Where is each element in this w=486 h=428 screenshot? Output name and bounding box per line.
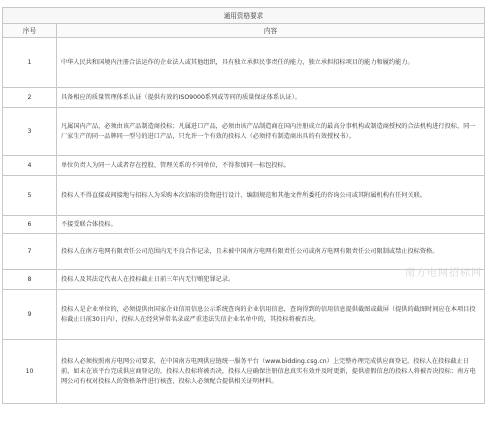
row-text: 具备相应的质量管理体系认证（提供有效的ISO9000系列或等同的质量保证体系认证）。 bbox=[57, 88, 485, 108]
row-text: 凡属国内产品，必须由该产品制造商投标；凡属进口产品，必须由该产品制造商在国内注册成立的最高分事机构或制造商授权的合法机构进行投标，同一厂家生产的同一品牌同一型号的进口产品，只允许一个有效的投标人（必须持有制造商出具的有效授权书）。 bbox=[57, 108, 485, 156]
watermark-text: 南方电网招标网 bbox=[405, 268, 482, 279]
table-row bbox=[3, 290, 485, 340]
row-num: 6 bbox=[3, 216, 57, 234]
header-num: 序号 bbox=[3, 24, 57, 38]
row-num: 9 bbox=[3, 290, 57, 340]
row-text: 投标人不得直接或间接地与招标人为采购本次招标的货物进行设计、编制规范和其他文件所委托的咨询公司或其附属机构有任何关联。 bbox=[57, 176, 485, 216]
row-num: 4 bbox=[3, 156, 57, 176]
row-num: 3 bbox=[3, 108, 57, 156]
row-num: 8 bbox=[3, 270, 57, 290]
table-title: 通用资格要求 bbox=[3, 8, 485, 24]
table-row bbox=[3, 156, 485, 176]
row-text: 中华人民共和国境内注册合法运作的企业法人或其他组织，具有独立承担民事责任的能力，独立承担招标项目的能力和履约能力。 bbox=[57, 38, 485, 88]
row-text: 单位负责人为同一人或者存在控股、管理关系的不同单位，不得参加同一标包投标。 bbox=[57, 156, 485, 176]
row-text: 投标人必须按照南方电网公司要求，在中国南方电网供应链统一服务平台（www.bidding.csg.cn）上完整办理完成供应商登记。投标人在投标截止日前，如未在该平台完成供应商登记的，投标人投标将被否决，投标人应确保注册信息真实有效并及时更新，提供虚假信息的投标人将被否决投标；南方电网公司有权对投标人的资格条件进行核查，投标人必须配合提供相关证明材料。 bbox=[57, 340, 485, 404]
table-row bbox=[3, 176, 485, 216]
table-row bbox=[3, 216, 485, 234]
row-num: 7 bbox=[3, 234, 57, 270]
title-row bbox=[3, 8, 485, 24]
row-text: 投标人及其法定代表人在投标截止日前三年内无行贿犯罪记录。 bbox=[57, 270, 485, 290]
header-row bbox=[3, 24, 485, 38]
table-row bbox=[3, 38, 485, 88]
row-text: 投标人是企业单位的，必须提供由国家企业信用信息公示系统查询的企业信用信息，查询得到的信用信息提供截图或截屏（提供的截图时间应在本项目投标截止日前30日内），投标人在经营异常名录或严重违法失信企业名单中的，其投标将被否决。 bbox=[57, 290, 485, 340]
row-num: 10 bbox=[3, 340, 57, 404]
row-num: 5 bbox=[3, 176, 57, 216]
row-num: 1 bbox=[3, 38, 57, 88]
table-row bbox=[3, 108, 485, 156]
row-num: 2 bbox=[3, 88, 57, 108]
header-content: 内容 bbox=[57, 24, 485, 38]
requirements-table bbox=[2, 7, 485, 404]
table-row bbox=[3, 88, 485, 108]
row-text: 投标人在南方电网有限责任公司范围内无不良合作记录，且未被中国南方电网有限责任公司或南方电网有限责任公司限制或禁止投标资格。 bbox=[57, 234, 485, 270]
table-row bbox=[3, 340, 485, 404]
row-text: 不接受联合体投标。 bbox=[57, 216, 485, 234]
